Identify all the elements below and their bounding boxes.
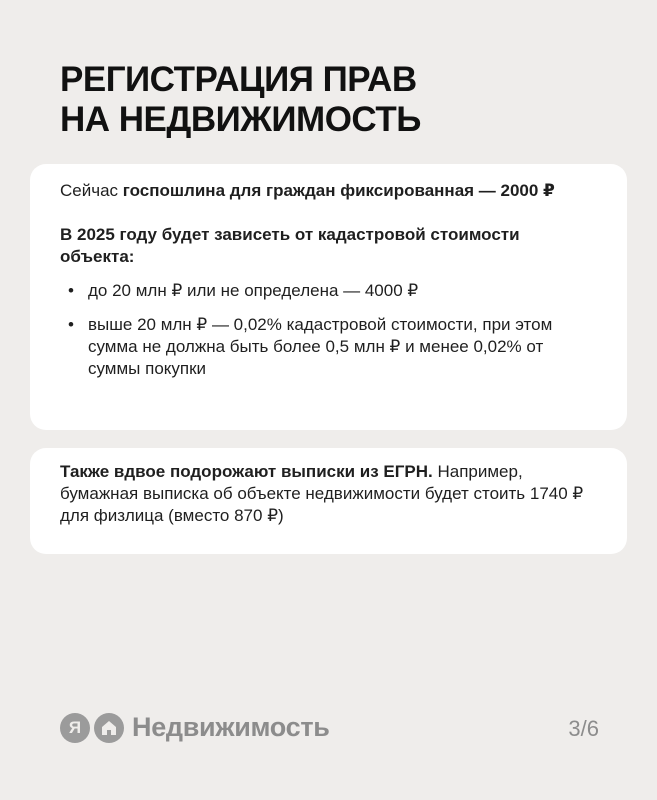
house-logo-icon [94,713,124,743]
brand-name: Недвижимость [132,712,330,742]
title-line-1: РЕГИСТРАЦИЯ ПРАВ [60,60,417,99]
list-item [60,280,597,302]
current-fee-prefix: Сейчас [60,181,123,200]
list-item-text: до 20 млн ₽ или не определена — 4000 ₽ [88,281,419,300]
title-line-2: НА НЕДВИЖИМОСТЬ [60,100,421,139]
page-indicator: 3/6 [568,716,599,741]
egrn-text [60,461,597,527]
brand-footer [60,712,330,743]
egrn-info-card [30,448,627,554]
list-item [60,314,597,380]
egrn-rest: Например, бумажная выписка об объекте недвижимости будет стоить 1740 ₽ для физлица (вместо 870 ₽) [60,462,584,525]
page-title [60,60,421,140]
bullet-icon: • [68,315,74,334]
current-fee-text [60,180,597,202]
fee-bullet-list [60,280,597,380]
logo-letter: Я [68,717,82,737]
list-item-text: выше 20 млн ₽ — 0,02% кадастровой стоимости, при этом сумма не должна быть более 0,5 млн ₽ и менее 0,02% от суммы покупки [88,315,553,378]
future-fee-heading: В 2025 году будет зависеть от кадастровой стоимости объекта: [60,225,520,266]
fee-info-card [30,164,627,430]
bullet-icon: • [68,281,74,300]
current-fee-bold: госпошлина для граждан фиксированная — 2000 ₽ [122,181,555,200]
yandex-logo-icon [60,713,90,743]
egrn-bold: Также вдвое подорожают выписки из ЕГРН. [60,462,433,481]
